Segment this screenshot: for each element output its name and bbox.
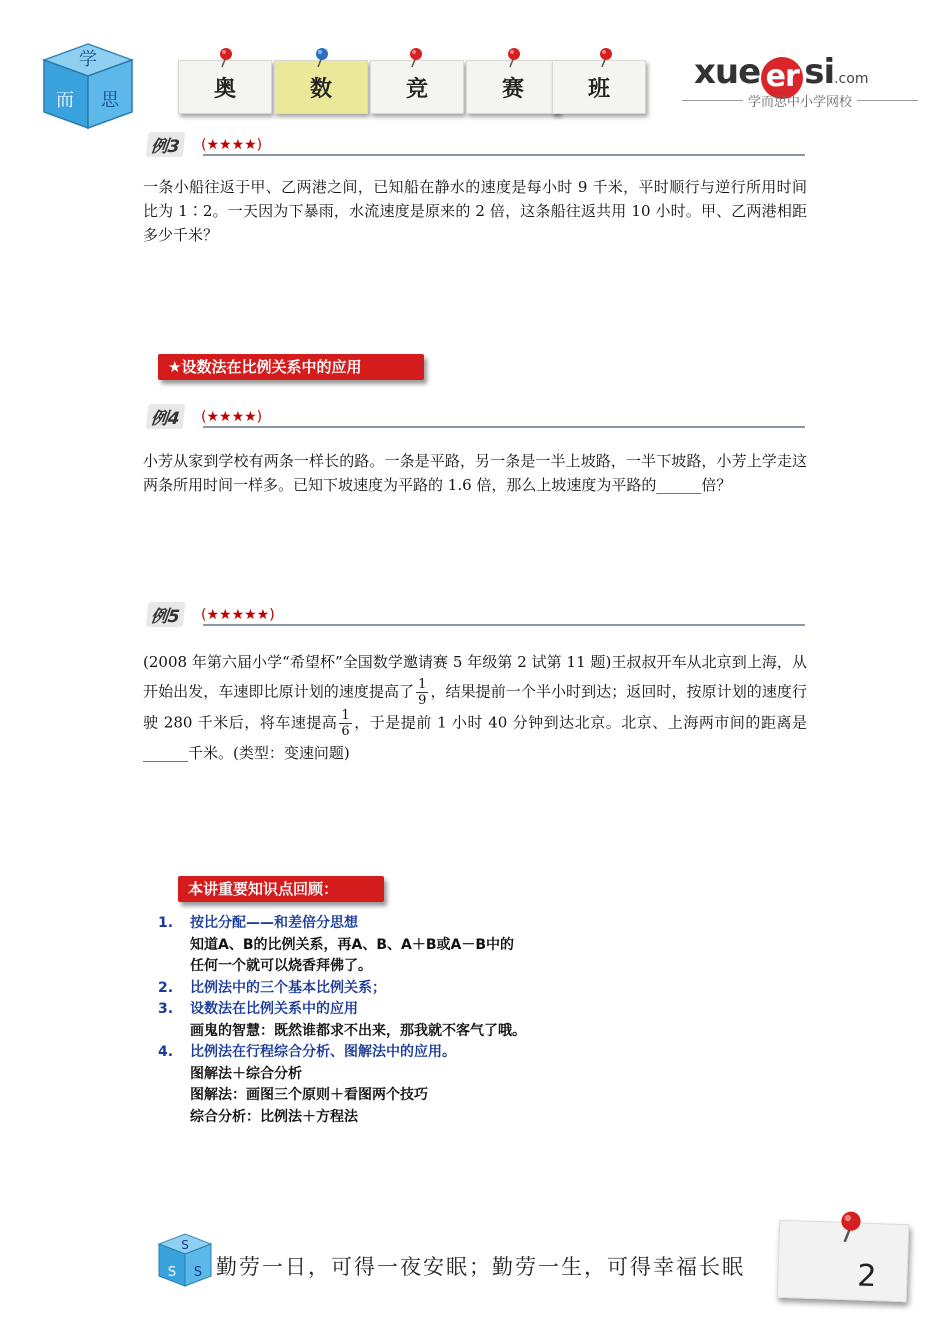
cube-letter: S [193,1265,203,1280]
fraction [416,677,428,708]
review-item-text: 比例法在行程综合分析、图解法中的应用。 [190,1044,456,1060]
example-4-text: 小芳从家到学校有两条一样长的路。一条是平路，另一条是一半上坡路，一半下坡路，小芳上学走这两条所用时间一样多。已知下坡速度为平路的 1.6 倍，那么上坡速度为平路的______倍？ [143,452,807,494]
review-item-text: 任何一个就可以烧香拜佛了。 [190,958,372,974]
review-item [158,956,678,978]
divider [682,100,743,101]
example-3-text: 一条小船往返于甲、乙两港之间，已知船在静水的速度是每小时 9 千米，平时顺行与逆行所用时间比为 1∶2。一天因为下暴雨，水流速度是原来的 2 倍，这条船往返共用 10 小时。甲、乙两港相距多少千米？ [143,178,807,244]
cube-letter: S [167,1265,177,1280]
review-item-text: 比例法中的三个基本比例关系； [190,979,386,996]
review-item-number: 1. [158,915,174,931]
review-item-text: 图解法＋综合分析 [190,1065,302,1082]
review-item-text: 设数法在比例关系中的应用 [190,1001,358,1017]
page-number: 2 [856,1258,878,1295]
brand-subtitle-text: 学而思中小学网校 [748,95,853,110]
pushpin-icon [506,47,522,67]
review-item-text: 按比分配——和差倍分思想 [190,915,358,931]
fraction-denominator: 9 [418,693,427,708]
example-5-text-part: ，结果提前一个半小时到达；返回时，按原计划的速度行驶 280 千米后，将车速提高 [143,682,807,732]
review-item [158,999,678,1021]
divider [203,154,805,156]
tab-jing[interactable] [370,60,464,114]
review-item-text: 综合分析：比例法＋方程法 [190,1108,358,1125]
tab-shu[interactable] [274,60,368,114]
example-5-text [143,648,807,768]
tab-label: 数 [309,76,332,102]
logo-char-left: 而 [56,90,74,111]
tab-label: 赛 [501,76,524,102]
review-item [158,1021,678,1043]
review-item-text: 知道A、B的比例关系，再A、B、A＋B或A－B中的 [190,936,515,953]
difficulty-stars: (★★★★) [201,137,263,153]
example-badge: 例3 [146,132,185,157]
divider [203,624,805,626]
review-item [158,935,678,957]
footer-motto: 勤劳一日，可得一夜安眠；勤劳一生，可得幸福长眠 [216,1255,745,1279]
difficulty-stars: (★★★★) [201,409,263,425]
review-item-text: 图解法：画图三个原则＋看图两个技巧 [190,1087,428,1103]
pushpin-icon [408,47,424,67]
review-item [158,978,678,1000]
brand-subtitle [682,91,918,110]
pushpin-icon [838,1210,864,1242]
review-item [158,1042,678,1064]
review-item [158,1064,678,1086]
tab-ao[interactable] [178,60,272,114]
divider [857,100,918,101]
review-item-text: 画鬼的智慧：既然谁都求不出来，那我就不客气了哦。 [190,1022,526,1039]
difficulty-stars: (★★★★★) [201,607,275,623]
example-3-header [143,132,805,156]
review-item-number: 3. [158,1001,174,1017]
tab-label: 班 [587,76,610,102]
fraction-numerator: 1 [418,677,427,692]
review-item-number: 2. [158,979,174,996]
section-banner-review: 本讲重要知识点回顾： [178,876,384,902]
review-list [158,913,678,1128]
example-5-header [143,602,805,626]
tab-label: 竞 [405,76,428,102]
brand-er-badge: er [761,57,803,99]
review-item [158,1107,678,1129]
fraction [339,708,351,739]
divider [203,426,805,428]
fraction-denominator: 6 [341,724,350,739]
example-badge: 例5 [146,602,185,627]
review-item [158,1085,678,1107]
sss-cube-icon [156,1232,214,1288]
logo-char-top: 学 [79,49,97,70]
example-4-header [143,404,805,428]
brand-left: xue [694,52,761,92]
tab-sai[interactable] [466,60,560,114]
example-badge: 例4 [146,404,185,429]
logo-char-right: 思 [101,90,119,111]
tab-ban[interactable] [552,60,646,114]
section-banner-method: ★设数法在比例关系中的应用 [158,354,424,380]
cube-letter: S [181,1238,189,1252]
brand-right: si [804,52,835,92]
review-item [158,913,678,935]
example-5-text-part: ，于是提前 1 小时 40 分钟到达北京。北京、上海两市间的距离是______千米。(类型：变速问题) [143,713,807,762]
pushpin-icon [314,47,330,67]
review-item-number: 4. [158,1044,174,1060]
pushpin-icon [598,47,614,67]
logo-cube-icon [38,40,138,132]
pushpin-icon [218,47,234,67]
tab-label: 奥 [213,76,236,102]
example-5-text-part: (2008 年第六届小学“希望杯”全国数学邀请赛 5 年级第 2 试第 11 题)王叔叔开车从北京到上海，从开始出发，车速即比原计划的速度提高了 [143,653,807,701]
fraction-numerator: 1 [341,708,350,723]
brand-com: .com [834,71,869,87]
